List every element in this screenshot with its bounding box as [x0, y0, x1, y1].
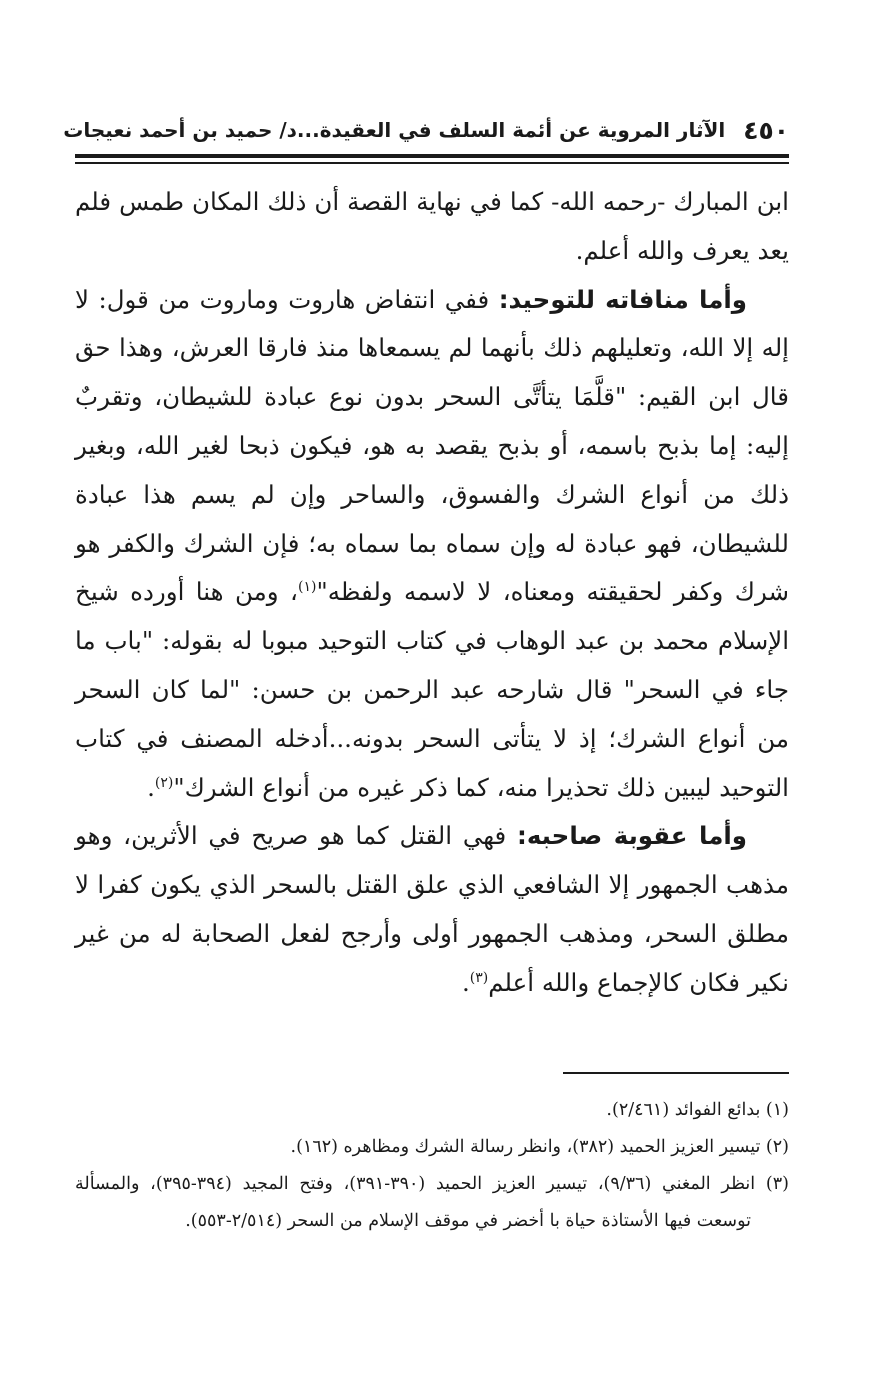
paragraph-2-heading: وأما منافاته للتوحيد:: [498, 284, 747, 314]
footnote-ref-2[interactable]: (٢): [154, 774, 174, 791]
paragraph-3-text-b: .: [461, 967, 470, 997]
page-number: ٤٥٠: [743, 115, 789, 145]
paragraph-3-text-a: فهي القتل كما هو صريح في الأثرين، وهو مذهب الجمهور إلا الشافعي الذي علق القتل بالسحر الذي يكون كفرا لا مطلق السحر، ومذهب الجمهور أولى وأرجح لفعل الصحابة له من غير نكير فكان كالإجماع والله أعلم: [75, 821, 789, 997]
header-rule-thick: [75, 154, 789, 158]
footnote-ref-1[interactable]: (١): [297, 579, 317, 596]
header-rule-thin: [75, 162, 789, 164]
footnote-separator: [563, 1072, 789, 1074]
paragraph-1: ابن المبارك -رحمه الله- كما في نهاية القصة أن ذلك المكان طمس فلم يعد يعرف والله أعلم.: [75, 187, 789, 265]
footnote-3: (٣) انظر المغني (٩/٣٦)، تيسير العزيز الحميد (٣٩٠-٣٩١)، وفتح المجيد (٣٩٤-٣٩٥)، والمسألة توسعت فيها الأستاذة حياة با أخضر في موقف الإسلام من السحر (٢/٥١٤-٥٥٣).: [75, 1174, 789, 1231]
paragraph-2-text-b: ، ومن هنا أورده شيخ الإسلام محمد بن عبد الوهاب في كتاب التوحيد مبوبا له بقوله: "باب ما جاء في السحر" قال شارحه عبد الرحمن بن حسن: "لما كان السحر من أنواع الشرك؛ إذ لا يتأتى السحر بدونه...أدخله المصنف في كتاب التوحيد ليبين ذلك تحذيرا منه، كما ذكر غيره من أنواع الشرك": [75, 577, 789, 802]
header-title: الآثار المروية عن أئمة السلف في العقيدة...د/ حميد بن أحمد نعيجات: [63, 118, 726, 142]
footnote-1: (١) بدائع الفوائد (٢/٤٦١).: [606, 1100, 789, 1120]
paragraph-2-text-a: ففي انتفاض هاروت وماروت من قول: لا إله إلا الله، وتعليلهم ذلك بأنهما لم يسمعاها منذ فارقا العرش، وهذا حق قال ابن القيم: "قلَّمَا يتأتَّى السحر بدون نوع عبادة للشيطان، وتقربٌ إليه: إما بذبح باسمه، أو بذبح يقصد به هو، فيكون ذبحا لغير الله، وبغير ذلك من أنواع الشرك والفسوق، والساحر وإن لم يسم هذا عبادة للشيطان، فهو عبادة له وإن سماه بما سماه به؛ فإن الشرك والكفر هو شرك وكفر لحقيقته ومعناه، لا لاسمه ولفظه": [75, 284, 789, 607]
footnote-2: (٢) تيسير العزيز الحميد (٣٨٢)، وانظر رسالة الشرك ومظاهره (١٦٢).: [290, 1137, 789, 1157]
paragraph-2-text-c: .: [147, 772, 155, 802]
main-text: [75, 178, 789, 1008]
paragraph-3: [75, 812, 789, 1007]
paragraph-2: [75, 276, 789, 813]
footnotes: [75, 1092, 789, 1240]
paragraph-3-heading: وأما عقوبة صاحبه:: [517, 821, 747, 851]
footnote-ref-3[interactable]: (٣): [469, 969, 489, 986]
running-header: [63, 112, 789, 148]
